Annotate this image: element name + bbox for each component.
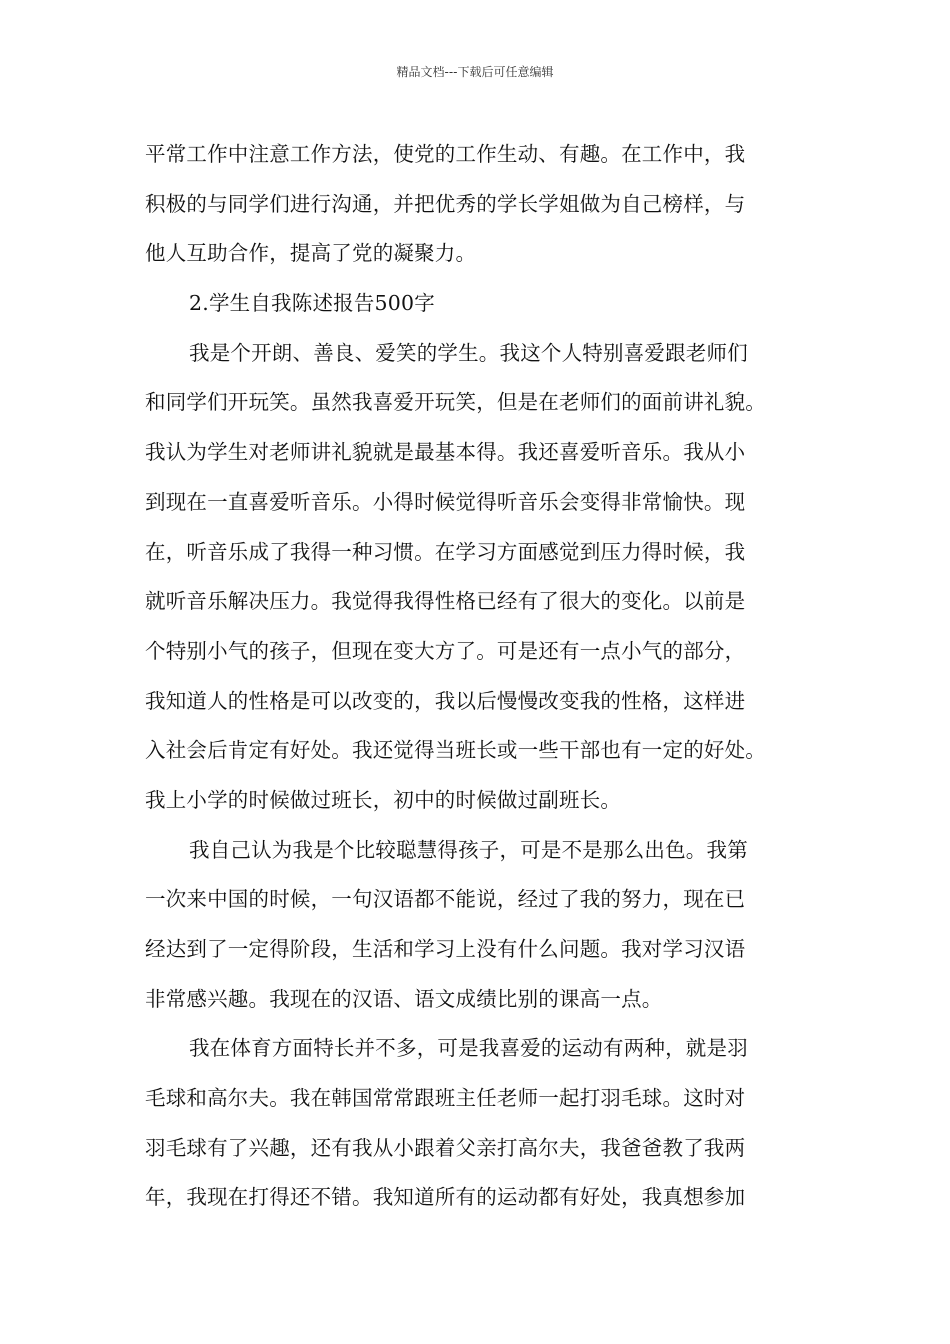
text-line: 经达到了一定得阶段，生活和学习上没有什么问题。我对学习汉语 <box>145 937 746 961</box>
document-body <box>145 130 815 1223</box>
text-line: 毛球和高尔夫。我在韩国常常跟班主任老师一起打羽毛球。这时对 <box>145 1086 746 1111</box>
text-line: 我认为学生对老师讲礼貌就是最基本得。我还喜爱听音乐。我从小 <box>145 440 746 465</box>
text-line: 一次来中国的时候，一句汉语都不能说，经过了我的努力，现在已 <box>145 887 746 912</box>
text-line: 我自己认为我是个比较聪慧得孩子，可是不是那么出色。我第 <box>189 837 748 862</box>
text-line: 我上小学的时候做过班长，初中的时候做过副班长。 <box>145 787 622 812</box>
text-line: 我是个开朗、善良、爱笑的学生。我这个人特别喜爱跟老师们 <box>189 340 748 365</box>
text-line: 积极的与同学们进行沟通，并把优秀的学长学姐做为自己榜样，与 <box>145 191 746 216</box>
text-line: 羽毛球有了兴趣，还有我从小跟着父亲打高尔夫，我爸爸教了我两 <box>145 1135 746 1160</box>
text-line: 到现在一直喜爱听音乐。小得时候觉得听音乐会变得非常愉快。现 <box>145 489 746 514</box>
text-line: 他人互助合作，提高了党的凝聚力。 <box>145 241 477 266</box>
text-line: 在，听音乐成了我得一种习惯。在学习方面感觉到压力得时候，我 <box>145 539 746 564</box>
text-line: 入社会后肯定有好处。我还觉得当班长或一些干部也有一定的好处。 <box>145 738 766 763</box>
text-line: 平常工作中注意工作方法，使党的工作生动、有趣。在工作中，我 <box>145 142 746 166</box>
text-line: 和同学们开玩笑。虽然我喜爱开玩笑，但是在老师们的面前讲礼貌。 <box>145 390 766 415</box>
text-line: 年，我现在打得还不错。我知道所有的运动都有好处，我真想参加 <box>145 1185 746 1210</box>
text-line: 我知道人的性格是可以改变的，我以后慢慢改变我的性格，这样进 <box>145 688 746 713</box>
text-line: 2.学生自我陈述报告500字 <box>189 291 435 316</box>
text-line: 我在体育方面特长并不多，可是我喜爱的运动有两种，就是羽 <box>189 1036 748 1061</box>
text-line: 个特别小气的孩子，但现在变大方了。可是还有一点小气的部分， <box>145 638 746 663</box>
text-line: 非常感兴趣。我现在的汉语、语文成绩比别的课高一点。 <box>145 986 663 1011</box>
text-line: 就听音乐解决压力。我觉得我得性格已经有了很大的变化。以前是 <box>145 589 746 614</box>
page-header: 精品文档---下载后可任意编辑 <box>396 65 554 79</box>
